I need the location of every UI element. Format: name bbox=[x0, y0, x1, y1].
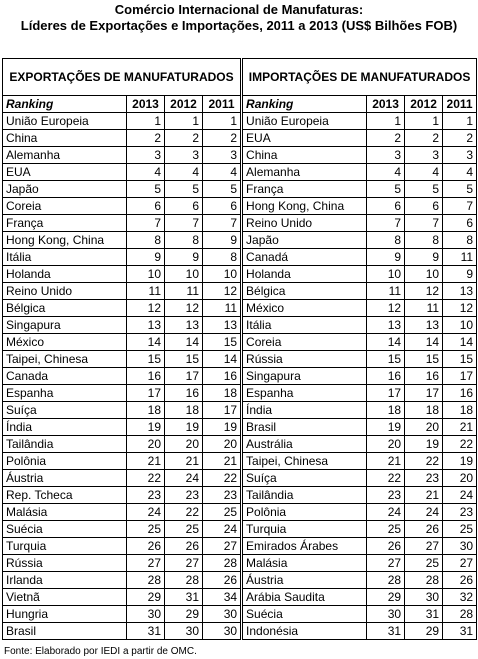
table-row bbox=[3, 521, 477, 538]
exports-rank-cell: 13 bbox=[165, 317, 203, 334]
exports-rank-cell: 15 bbox=[165, 351, 203, 368]
exports-rank-cell: 11 bbox=[127, 283, 165, 300]
imports-country-cell: Bélgica bbox=[243, 283, 367, 300]
exports-rank-cell: 12 bbox=[203, 283, 241, 300]
imports-rank-cell: 19 bbox=[367, 419, 405, 436]
exports-country-cell: Canada bbox=[3, 368, 127, 385]
exports-rank-cell: 25 bbox=[203, 504, 241, 521]
exports-rank-cell: 25 bbox=[165, 521, 203, 538]
exports-rank-cell: 13 bbox=[203, 317, 241, 334]
exports-country-cell: Hungria bbox=[3, 606, 127, 623]
table-row bbox=[3, 572, 477, 589]
imports-rank-cell: 30 bbox=[405, 589, 443, 606]
exports-country-cell: Polônia bbox=[3, 453, 127, 470]
imports-rank-cell: 17 bbox=[367, 385, 405, 402]
exports-rank-cell: 3 bbox=[127, 147, 165, 164]
imports-country-cell: Coreia bbox=[243, 334, 367, 351]
exports-rank-cell: 14 bbox=[203, 351, 241, 368]
imports-rank-cell: 8 bbox=[443, 232, 477, 249]
exports-rank-cell: 16 bbox=[127, 368, 165, 385]
exports-rank-cell: 16 bbox=[203, 368, 241, 385]
exports-rank-cell: 19 bbox=[203, 419, 241, 436]
imports-rank-cell: 18 bbox=[443, 402, 477, 419]
exports-rank-cell: 18 bbox=[165, 402, 203, 419]
imports-country-cell: Canadá bbox=[243, 249, 367, 266]
imports-rank-cell: 21 bbox=[405, 487, 443, 504]
exports-country-cell: Taipei, Chinesa bbox=[3, 351, 127, 368]
imports-rank-cell: 1 bbox=[405, 113, 443, 130]
imports-country-cell: Indonésia bbox=[243, 623, 367, 640]
imports-rank-cell: 27 bbox=[405, 538, 443, 555]
imports-rank-cell: 11 bbox=[405, 300, 443, 317]
imports-rank-cell: 10 bbox=[443, 317, 477, 334]
exports-rank-cell: 1 bbox=[127, 113, 165, 130]
imports-header: IMPORTAÇÕES DE MANUFATURADOS bbox=[243, 59, 477, 96]
imports-rank-cell: 2 bbox=[443, 130, 477, 147]
exports-country-cell: Turquia bbox=[3, 538, 127, 555]
exports-country-cell: Tailândia bbox=[3, 436, 127, 453]
imports-rank-cell: 5 bbox=[367, 181, 405, 198]
exports-rank-cell: 26 bbox=[165, 538, 203, 555]
imports-country-cell: Japão bbox=[243, 232, 367, 249]
exports-rank-cell: 19 bbox=[127, 419, 165, 436]
imports-rank-cell: 30 bbox=[367, 606, 405, 623]
imports-country-cell: Brasil bbox=[243, 419, 367, 436]
imports-rank-cell: 25 bbox=[367, 521, 405, 538]
imports-rank-cell: 14 bbox=[405, 334, 443, 351]
imports-rank-cell: 9 bbox=[443, 266, 477, 283]
imports-rank-cell: 26 bbox=[367, 538, 405, 555]
exports-rank-cell: 6 bbox=[127, 198, 165, 215]
imports-rank-cell: 4 bbox=[405, 164, 443, 181]
rankings-table bbox=[2, 58, 477, 640]
imports-rank-cell: 16 bbox=[443, 385, 477, 402]
exports-rank-cell: 24 bbox=[165, 470, 203, 487]
exports-rank-cell: 7 bbox=[127, 215, 165, 232]
imports-rank-cell: 22 bbox=[367, 470, 405, 487]
exports-country-cell: China bbox=[3, 130, 127, 147]
exports-rank-cell: 27 bbox=[127, 555, 165, 572]
imports-rank-cell: 25 bbox=[405, 555, 443, 572]
imports-rank-cell: 28 bbox=[405, 572, 443, 589]
table-row bbox=[3, 504, 477, 521]
imports-country-cell: Malásia bbox=[243, 555, 367, 572]
exports-rank-cell: 10 bbox=[165, 266, 203, 283]
imports-rank-cell: 27 bbox=[443, 555, 477, 572]
exports-rank-cell: 29 bbox=[165, 606, 203, 623]
imports-rank-cell: 17 bbox=[405, 385, 443, 402]
imports-rank-cell: 15 bbox=[367, 351, 405, 368]
imports-rank-cell: 26 bbox=[443, 572, 477, 589]
exports-rank-cell: 27 bbox=[203, 538, 241, 555]
imports-country-cell: Austrália bbox=[243, 436, 367, 453]
exports-rank-cell: 22 bbox=[127, 470, 165, 487]
exports-rank-cell: 23 bbox=[165, 487, 203, 504]
imports-rank-cell: 2 bbox=[367, 130, 405, 147]
imports-rank-cell: 16 bbox=[367, 368, 405, 385]
imports-rank-cell: 23 bbox=[367, 487, 405, 504]
exports-rank-cell: 30 bbox=[165, 623, 203, 640]
imports-country-cell: Espanha bbox=[243, 385, 367, 402]
imports-rank-cell: 16 bbox=[405, 368, 443, 385]
exports-rank-cell: 18 bbox=[203, 385, 241, 402]
imports-rank-cell: 25 bbox=[443, 521, 477, 538]
imports-rank-cell: 31 bbox=[405, 606, 443, 623]
exports-rank-cell: 14 bbox=[165, 334, 203, 351]
exports-country-cell: Rep. Tcheca bbox=[3, 487, 127, 504]
exports-country-cell: França bbox=[3, 215, 127, 232]
exports-rank-cell: 30 bbox=[127, 606, 165, 623]
table-row bbox=[3, 470, 477, 487]
exports-rank-cell: 19 bbox=[165, 419, 203, 436]
exports-rank-cell: 10 bbox=[127, 266, 165, 283]
imports-rank-cell: 3 bbox=[443, 147, 477, 164]
exports-rank-cell: 22 bbox=[203, 470, 241, 487]
table-row bbox=[3, 538, 477, 555]
table-row bbox=[3, 555, 477, 572]
exports-country-cell: Itália bbox=[3, 249, 127, 266]
table-row bbox=[3, 623, 477, 640]
exports-country-cell: Malásia bbox=[3, 504, 127, 521]
exports-rank-cell: 31 bbox=[165, 589, 203, 606]
exports-rank-cell: 17 bbox=[203, 402, 241, 419]
exports-col-2013: 2013 bbox=[127, 96, 165, 113]
exports-rank-cell: 31 bbox=[127, 623, 165, 640]
exports-rank-cell: 3 bbox=[203, 147, 241, 164]
exports-rank-cell: 11 bbox=[203, 300, 241, 317]
exports-country-cell: Singapura bbox=[3, 317, 127, 334]
exports-rank-cell: 8 bbox=[127, 232, 165, 249]
imports-rank-cell: 7 bbox=[405, 215, 443, 232]
table-title-line1: Comércio Internacional de Manufaturas: bbox=[114, 2, 364, 17]
exports-rank-cell: 21 bbox=[203, 453, 241, 470]
imports-rank-cell: 10 bbox=[367, 266, 405, 283]
table-row bbox=[3, 130, 477, 147]
table-row bbox=[3, 606, 477, 623]
exports-rank-cell: 20 bbox=[127, 436, 165, 453]
imports-rank-cell: 14 bbox=[367, 334, 405, 351]
imports-country-cell: Alemanha bbox=[243, 164, 367, 181]
exports-rank-cell: 13 bbox=[127, 317, 165, 334]
exports-rank-cell: 30 bbox=[203, 606, 241, 623]
imports-rank-cell: 6 bbox=[367, 198, 405, 215]
imports-country-cell: Tailândia bbox=[243, 487, 367, 504]
imports-country-cell: França bbox=[243, 181, 367, 198]
imports-rank-cell: 30 bbox=[443, 538, 477, 555]
exports-country-cell: Reino Unido bbox=[3, 283, 127, 300]
imports-rank-cell: 1 bbox=[367, 113, 405, 130]
imports-rank-cell: 13 bbox=[367, 317, 405, 334]
exports-country-cell: Coreia bbox=[3, 198, 127, 215]
exports-country-cell: Bélgica bbox=[3, 300, 127, 317]
exports-country-cell: Alemanha bbox=[3, 147, 127, 164]
exports-rank-cell: 1 bbox=[165, 113, 203, 130]
exports-col-2011: 2011 bbox=[203, 96, 241, 113]
exports-rank-cell: 5 bbox=[203, 181, 241, 198]
exports-rank-cell: 5 bbox=[127, 181, 165, 198]
table-row bbox=[3, 402, 477, 419]
exports-rank-cell: 12 bbox=[127, 300, 165, 317]
imports-col-2011: 2011 bbox=[443, 96, 477, 113]
imports-rank-cell: 9 bbox=[405, 249, 443, 266]
table-row bbox=[3, 351, 477, 368]
imports-country-cell: Emirados Árabes bbox=[243, 538, 367, 555]
exports-rank-cell: 24 bbox=[127, 504, 165, 521]
exports-header: EXPORTAÇÕES DE MANUFATURADOS bbox=[3, 59, 241, 96]
imports-rank-cell: 22 bbox=[405, 453, 443, 470]
imports-rank-cell: 14 bbox=[443, 334, 477, 351]
imports-country-cell: Itália bbox=[243, 317, 367, 334]
table-row bbox=[3, 283, 477, 300]
imports-rank-cell: 23 bbox=[443, 504, 477, 521]
exports-rank-cell: 24 bbox=[203, 521, 241, 538]
table-row bbox=[3, 232, 477, 249]
imports-rank-cell: 23 bbox=[405, 470, 443, 487]
table-row bbox=[3, 300, 477, 317]
table-row bbox=[3, 487, 477, 504]
imports-rank-cell: 7 bbox=[443, 198, 477, 215]
exports-country-cell: Índia bbox=[3, 419, 127, 436]
exports-rank-cell: 11 bbox=[165, 283, 203, 300]
exports-country-cell: Suécia bbox=[3, 521, 127, 538]
imports-rank-cell: 6 bbox=[405, 198, 443, 215]
imports-rank-cell: 20 bbox=[443, 470, 477, 487]
imports-rank-cell: 28 bbox=[367, 572, 405, 589]
imports-col-2013: 2013 bbox=[367, 96, 405, 113]
imports-country-cell: China bbox=[243, 147, 367, 164]
exports-rank-cell: 6 bbox=[165, 198, 203, 215]
exports-rank-cell: 15 bbox=[203, 334, 241, 351]
exports-rank-cell: 20 bbox=[165, 436, 203, 453]
table-row bbox=[3, 164, 477, 181]
imports-country-cell: Hong Kong, China bbox=[243, 198, 367, 215]
imports-rank-cell: 3 bbox=[405, 147, 443, 164]
exports-rank-cell: 17 bbox=[127, 385, 165, 402]
table-row bbox=[3, 419, 477, 436]
imports-rank-cell: 29 bbox=[367, 589, 405, 606]
exports-rank-cell: 27 bbox=[165, 555, 203, 572]
table-row bbox=[3, 453, 477, 470]
imports-country-cell: México bbox=[243, 300, 367, 317]
exports-country-cell: Áustria bbox=[3, 470, 127, 487]
imports-rank-cell: 19 bbox=[405, 436, 443, 453]
imports-rank-cell: 11 bbox=[443, 249, 477, 266]
table-row bbox=[3, 266, 477, 283]
imports-rank-cell: 5 bbox=[443, 181, 477, 198]
table-title-line2: Líderes de Exportações e Importações, 2011 a 2013 (US$ Bilhões FOB) bbox=[20, 18, 458, 33]
imports-rank-cell: 24 bbox=[443, 487, 477, 504]
exports-rank-cell: 23 bbox=[127, 487, 165, 504]
exports-rank-cell: 20 bbox=[203, 436, 241, 453]
exports-country-cell: Suíça bbox=[3, 402, 127, 419]
imports-rank-cell: 24 bbox=[405, 504, 443, 521]
exports-country-cell: Rússia bbox=[3, 555, 127, 572]
imports-country-cell: Polônia bbox=[243, 504, 367, 521]
exports-country-cell: Brasil bbox=[3, 623, 127, 640]
imports-rank-cell: 3 bbox=[367, 147, 405, 164]
imports-rank-cell: 19 bbox=[443, 453, 477, 470]
imports-country-cell: Holanda bbox=[243, 266, 367, 283]
table-row bbox=[3, 181, 477, 198]
exports-rank-cell: 26 bbox=[203, 572, 241, 589]
imports-country-cell: Suécia bbox=[243, 606, 367, 623]
table-row bbox=[3, 436, 477, 453]
imports-rank-cell: 8 bbox=[405, 232, 443, 249]
exports-rank-cell: 25 bbox=[127, 521, 165, 538]
imports-rank-cell: 13 bbox=[405, 317, 443, 334]
exports-rank-cell: 28 bbox=[127, 572, 165, 589]
imports-col-2012: 2012 bbox=[405, 96, 443, 113]
imports-country-cell: Singapura bbox=[243, 368, 367, 385]
imports-country-cell: Áustria bbox=[243, 572, 367, 589]
exports-country-cell: México bbox=[3, 334, 127, 351]
table-row bbox=[3, 317, 477, 334]
imports-rank-cell: 9 bbox=[367, 249, 405, 266]
exports-country-cell: Irlanda bbox=[3, 572, 127, 589]
imports-rank-cell: 28 bbox=[443, 606, 477, 623]
table-row bbox=[3, 198, 477, 215]
imports-rank-cell: 6 bbox=[443, 215, 477, 232]
exports-rank-cell: 21 bbox=[127, 453, 165, 470]
imports-country-cell: Rússia bbox=[243, 351, 367, 368]
imports-rank-cell: 32 bbox=[443, 589, 477, 606]
table-row bbox=[3, 385, 477, 402]
exports-rank-cell: 17 bbox=[165, 368, 203, 385]
exports-rank-cell: 8 bbox=[165, 232, 203, 249]
imports-rank-cell: 17 bbox=[443, 368, 477, 385]
exports-rank-cell: 3 bbox=[165, 147, 203, 164]
exports-country-cell: EUA bbox=[3, 164, 127, 181]
exports-rank-cell: 29 bbox=[127, 589, 165, 606]
exports-rank-cell: 14 bbox=[127, 334, 165, 351]
imports-rank-cell: 12 bbox=[443, 300, 477, 317]
exports-rank-cell: 4 bbox=[165, 164, 203, 181]
exports-rank-cell: 16 bbox=[165, 385, 203, 402]
imports-country-cell: Suíça bbox=[243, 470, 367, 487]
exports-rank-cell: 34 bbox=[203, 589, 241, 606]
exports-rank-cell: 5 bbox=[165, 181, 203, 198]
table-row bbox=[3, 249, 477, 266]
imports-rank-cell: 24 bbox=[367, 504, 405, 521]
imports-rank-cell: 7 bbox=[367, 215, 405, 232]
source-note: Fonte: Elaborado por IEDI a partir de OMC. bbox=[4, 646, 197, 657]
imports-rank-cell: 5 bbox=[405, 181, 443, 198]
exports-country-cell: Japão bbox=[3, 181, 127, 198]
exports-rank-cell: 23 bbox=[203, 487, 241, 504]
imports-rank-cell: 22 bbox=[443, 436, 477, 453]
exports-country-cell: União Europeia bbox=[3, 113, 127, 130]
imports-rank-cell: 21 bbox=[367, 453, 405, 470]
exports-rank-cell: 4 bbox=[127, 164, 165, 181]
exports-rank-cell: 2 bbox=[203, 130, 241, 147]
imports-rank-cell: 4 bbox=[443, 164, 477, 181]
exports-rank-cell: 21 bbox=[165, 453, 203, 470]
imports-rank-cell: 26 bbox=[405, 521, 443, 538]
exports-rank-cell: 7 bbox=[203, 215, 241, 232]
table-row bbox=[3, 368, 477, 385]
exports-col-ranking: Ranking bbox=[3, 96, 127, 113]
exports-country-cell: Espanha bbox=[3, 385, 127, 402]
exports-rank-cell: 9 bbox=[165, 249, 203, 266]
imports-country-cell: União Europeia bbox=[243, 113, 367, 130]
imports-rank-cell: 20 bbox=[405, 419, 443, 436]
exports-rank-cell: 9 bbox=[127, 249, 165, 266]
exports-country-cell: Vietnã bbox=[3, 589, 127, 606]
exports-rank-cell: 4 bbox=[203, 164, 241, 181]
exports-country-cell: Holanda bbox=[3, 266, 127, 283]
imports-col-ranking: Ranking bbox=[243, 96, 367, 113]
imports-rank-cell: 12 bbox=[367, 300, 405, 317]
table-row bbox=[3, 215, 477, 232]
exports-rank-cell: 30 bbox=[203, 623, 241, 640]
imports-rank-cell: 20 bbox=[367, 436, 405, 453]
table-row bbox=[3, 147, 477, 164]
table-row bbox=[3, 589, 477, 606]
exports-rank-cell: 10 bbox=[203, 266, 241, 283]
exports-rank-cell: 6 bbox=[203, 198, 241, 215]
imports-rank-cell: 29 bbox=[405, 623, 443, 640]
exports-rank-cell: 8 bbox=[203, 249, 241, 266]
imports-rank-cell: 18 bbox=[405, 402, 443, 419]
exports-rank-cell: 26 bbox=[127, 538, 165, 555]
imports-rank-cell: 21 bbox=[443, 419, 477, 436]
exports-rank-cell: 2 bbox=[165, 130, 203, 147]
imports-rank-cell: 4 bbox=[367, 164, 405, 181]
imports-rank-cell: 31 bbox=[367, 623, 405, 640]
exports-col-2012: 2012 bbox=[165, 96, 203, 113]
imports-country-cell: Arábia Saudita bbox=[243, 589, 367, 606]
exports-rank-cell: 28 bbox=[165, 572, 203, 589]
exports-rank-cell: 7 bbox=[165, 215, 203, 232]
exports-country-cell: Hong Kong, China bbox=[3, 232, 127, 249]
imports-country-cell: EUA bbox=[243, 130, 367, 147]
imports-rank-cell: 11 bbox=[367, 283, 405, 300]
imports-rank-cell: 10 bbox=[405, 266, 443, 283]
exports-rank-cell: 28 bbox=[203, 555, 241, 572]
exports-rank-cell: 18 bbox=[127, 402, 165, 419]
table-row bbox=[3, 334, 477, 351]
exports-rank-cell: 2 bbox=[127, 130, 165, 147]
imports-rank-cell: 31 bbox=[443, 623, 477, 640]
imports-country-cell: Índia bbox=[243, 402, 367, 419]
exports-rank-cell: 15 bbox=[127, 351, 165, 368]
imports-rank-cell: 15 bbox=[443, 351, 477, 368]
imports-rank-cell: 15 bbox=[405, 351, 443, 368]
imports-rank-cell: 1 bbox=[443, 113, 477, 130]
imports-country-cell: Reino Unido bbox=[243, 215, 367, 232]
imports-rank-cell: 2 bbox=[405, 130, 443, 147]
imports-country-cell: Taipei, Chinesa bbox=[243, 453, 367, 470]
imports-rank-cell: 18 bbox=[367, 402, 405, 419]
exports-rank-cell: 22 bbox=[165, 504, 203, 521]
imports-rank-cell: 27 bbox=[367, 555, 405, 572]
table-row bbox=[3, 113, 477, 130]
exports-rank-cell: 1 bbox=[203, 113, 241, 130]
exports-rank-cell: 12 bbox=[165, 300, 203, 317]
imports-country-cell: Turquia bbox=[243, 521, 367, 538]
imports-rank-cell: 12 bbox=[405, 283, 443, 300]
exports-rank-cell: 9 bbox=[203, 232, 241, 249]
imports-rank-cell: 8 bbox=[367, 232, 405, 249]
imports-rank-cell: 13 bbox=[443, 283, 477, 300]
